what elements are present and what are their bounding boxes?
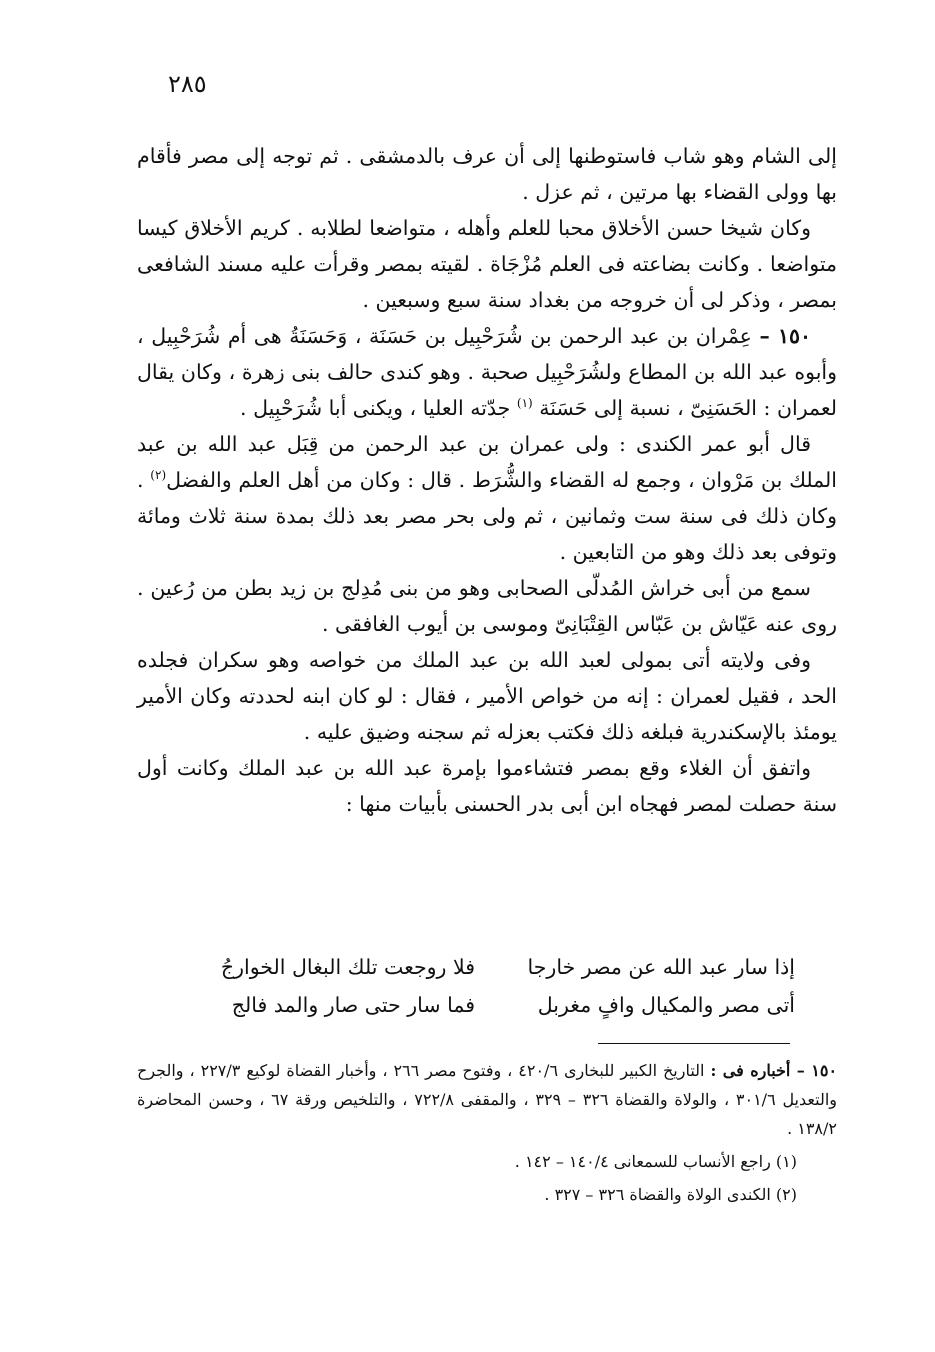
main-text (137, 138, 837, 822)
entry-text: عِمْران بن عبد الرحمن بن شُرَحْبِيل بن حَسَنَة ، وَحَسَنَةُ هى أم شُرَحْبِيل ، وأبوه عبد الله بن المطاع ولشُرَحْبِيل صحبة . وهو كندى حالف بنى زهرة ، وكان يقال لعمران : الحَسَنِىّ ، نسبة إلى حَسَنَة (137, 324, 837, 420)
poem (185, 948, 795, 1024)
footnote-ref: (٢) (150, 468, 167, 483)
paragraph: سمع من أبى خراش المُدلّى الصحابى وهو من بنى مُدِلج بن زيد بطن من رُعين . روى عنه عَيّاش بن عَبّاس القِتْبَانِىّ وموسى بن أيوب الغافقى . (137, 576, 837, 636)
second-hemistich: فما سار حتى صار والمد فالج (231, 993, 475, 1017)
second-hemistich: فلا روجعت تلك البغال الخوارجُ (220, 955, 475, 979)
footnote-main (137, 1056, 837, 1143)
poem-verse (185, 986, 795, 1024)
first-hemistich: إذا سار عبد الله عن مصر خارجا (527, 955, 795, 979)
page-number: ٢٨٥ (168, 70, 207, 98)
entry-text: جدّته العليا ، ويكنى أبا شُرَحْبِيل . (240, 396, 511, 420)
footnote-divider (598, 1043, 790, 1044)
footnote-item: (١) راجع الأنساب للسمعانى ١٤٠/٤ – ١٤٢ . (514, 1152, 797, 1171)
paragraph: واتفق أن الغلاء وقع بمصر فتشاءموا بإمرة عبد الله بن عبد الملك وكانت أول سنة حصلت لمصر فهجاه ابن أبى بدر الحسنى بأبيات منها : (137, 756, 837, 816)
paragraph: وكان شيخا حسن الأخلاق محبا للعلم وأهله ، متواضعا لطلابه . كريم الأخلاق كيسا متواضعا . وكانت بضاعته فى العلم مُزْجَاة . لقيته بمصر وقرأت عليه مسند الشافعى بمصر ، وذكر لى أن خروجه من بغداد سنة سبع وسبعين . (137, 216, 837, 312)
paragraph-text: قال أبو عمر الكندى : ولى عمران بن عبد الرحمن من قِبَل عبد الله بن عبد الملك بن مَرْوان ، وجمع له القضاء والشُّرَط . قال : وكان من أهل العلم والفضل (137, 432, 837, 492)
paragraph: إلى الشام وهو شاب فاستوطنها إلى أن عرف بالدمشقى . ثم توجه إلى مصر فأقام بها وولى القضاء بها مرتين ، ثم عزل . (137, 144, 837, 204)
footnote-label: ١٥٠ – أخباره فى : (710, 1061, 838, 1080)
paragraph (137, 426, 837, 570)
paragraph-text: . وكان ذلك فى سنة ست وثمانين ، ثم ولى بحر مصر بعد ذلك بمدة سنة ثلاث ومائة وتوفى بعد ذلك وهو من التابعين . (137, 468, 837, 564)
poem-verse (185, 948, 795, 986)
entry-number: ١٥٠ – (759, 324, 811, 348)
footnote-item: (٢) الكندى الولاة والقضاة ٣٢٦ – ٣٢٧ . (544, 1185, 797, 1204)
footnote-text: التاريخ الكبير للبخارى ٤٢٠/٦ ، وفتوح مصر ٢٦٦ ، وأخبار القضاة لوكيع ٢٢٧/٣ ، والجرح والتعديل ٣٠١/٦ ، والولاة والقضاة ٣٢٦ – ٣٢٩ ، والمقفى ٧٢٢/٨ ، والتلخيص ورقة ٦٧ ، وحسن المحاضرة ١٣٨/٢ . (137, 1061, 838, 1138)
paragraph: وفى ولايته أتى بمولى لعبد الله بن عبد الملك من خواصه وهو سكران فجلده الحد ، فقيل لعمران : إنه من خواص الأمير ، فقال : لو كان ابنه لحددته وكان الأمير يومئذ بالإسكندرية فبلغه ذلك فكتب بعزله ثم سجنه وضيق عليه . (137, 648, 837, 744)
footnotes (137, 1056, 837, 1209)
entry-paragraph (137, 318, 837, 426)
footnote-ref: (١) (516, 396, 533, 411)
first-hemistich: أتى مصر والمكيال وافٍ مغربل (537, 993, 795, 1017)
